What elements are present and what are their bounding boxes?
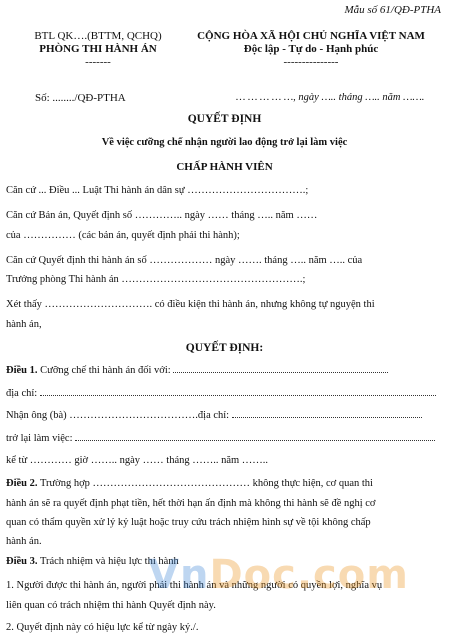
article-3-label: Điều 3. xyxy=(6,556,38,567)
agency-parent: BTL QK….(BTTM, QCHQ) xyxy=(34,30,162,42)
article-3-line-1: 1. Người được thi hành án, người phải thi hành án và những người có quyền lợi, nghĩa vụ xyxy=(6,580,383,591)
basis-line-7: hành án, xyxy=(6,319,42,330)
form-number: Mẫu số 61/QĐ-PTHA xyxy=(344,4,441,16)
article-3-line-3: 2. Quyết định này có hiệu lực kể từ ngày ký./. xyxy=(6,622,199,633)
article-3-line-2: liên quan có trách nhiệm thi hành Quyết định này. xyxy=(6,600,216,611)
issuing-agency-header xyxy=(14,30,182,69)
article-2-line-3: quan có thẩm quyền xử lý kỷ luật hoặc truy cứu trách nhiệm hình sự về tội không chấp xyxy=(6,517,371,528)
place-date-line: … … … … …, ngày ….. tháng ….. năm ……. xyxy=(236,92,425,103)
national-motto-header xyxy=(180,30,442,69)
watermark-part-1: Vn xyxy=(148,552,210,598)
basis-line-3: của …………… (các bản án, quyết định phải thi hành); xyxy=(6,230,240,241)
address-label: địa chỉ: xyxy=(6,388,38,399)
basis-line-4: Căn cứ Quyết định thi hành án số ……………… ngày ……. tháng ….. năm ….. của xyxy=(6,255,363,266)
basis-line-2: Căn cứ Bản án, Quyết định số ………….. ngày …… tháng ….. năm …… xyxy=(6,210,318,221)
receive-blank xyxy=(232,409,422,418)
agency-name: PHÒNG THI HÀNH ÁN xyxy=(39,43,157,55)
basis-line-5: Trưởng phòng Thi hành án …………………………………………….; xyxy=(6,274,306,285)
article-1 xyxy=(6,364,443,376)
return-label: trở lại làm việc: xyxy=(6,433,73,444)
basis-line-6: Xét thấy …………………………. có điều kiện thi hành án, nhưng không tự nguyện thi xyxy=(6,299,375,310)
article-2-line-1 xyxy=(6,478,443,489)
article-2-text: Trường hợp ……………………………………… không thực hiện, cơ quan thi xyxy=(39,478,373,489)
document-reference: Số: ......../QĐ-PTHA xyxy=(35,92,126,104)
watermark-logo xyxy=(148,552,409,598)
national-motto: Độc lập - Tự do - Hạnh phúc xyxy=(243,43,379,55)
agency-divider: ------- xyxy=(85,56,111,68)
article-1-return xyxy=(6,432,443,444)
watermark-part-3: .com xyxy=(296,552,409,598)
return-blank xyxy=(75,432,435,441)
article-1-address xyxy=(6,387,443,399)
article-1-receive xyxy=(6,409,443,421)
article-1-label: Điều 1. xyxy=(6,365,38,376)
article-1-blank xyxy=(173,364,388,373)
basis-line-1: Căn cứ ... Điều ... Luật Thi hành án dân sự …………………………….; xyxy=(6,185,309,196)
article-1-text: Cưỡng chế thi hành án đối với: xyxy=(40,365,171,376)
address-blank xyxy=(40,387,436,396)
authority-title: CHẤP HÀNH VIÊN xyxy=(176,161,273,173)
receive-text: Nhận ông (bà) ……………………………….địa chỉ: xyxy=(6,410,230,421)
article-2-line-2: hành án sẽ ra quyết định phạt tiền, hết thời hạn ấn định mà không thi hành sẽ đề nghị cơ xyxy=(6,498,376,509)
country-name: CỘNG HÒA XÃ HỘI CHỦ NGHĨA VIỆT NAM xyxy=(197,30,425,42)
article-2-line-4: hành án. xyxy=(6,536,42,547)
document-title: QUYẾT ĐỊNH xyxy=(187,113,262,125)
document-subject: Về việc cưỡng chế nhận người lao động trở lại làm việc xyxy=(101,137,348,148)
decision-heading: QUYẾT ĐỊNH: xyxy=(185,342,264,354)
motto-divider: --------------- xyxy=(283,56,339,68)
article-2-label: Điều 2. xyxy=(6,478,38,489)
article-1-from: kể từ ………… giờ …….. ngày …… tháng …….. năm …….. xyxy=(6,455,269,466)
article-3-text: Trách nhiệm và hiệu lực thi hành xyxy=(39,556,179,567)
watermark-part-2: Doc xyxy=(209,552,297,598)
